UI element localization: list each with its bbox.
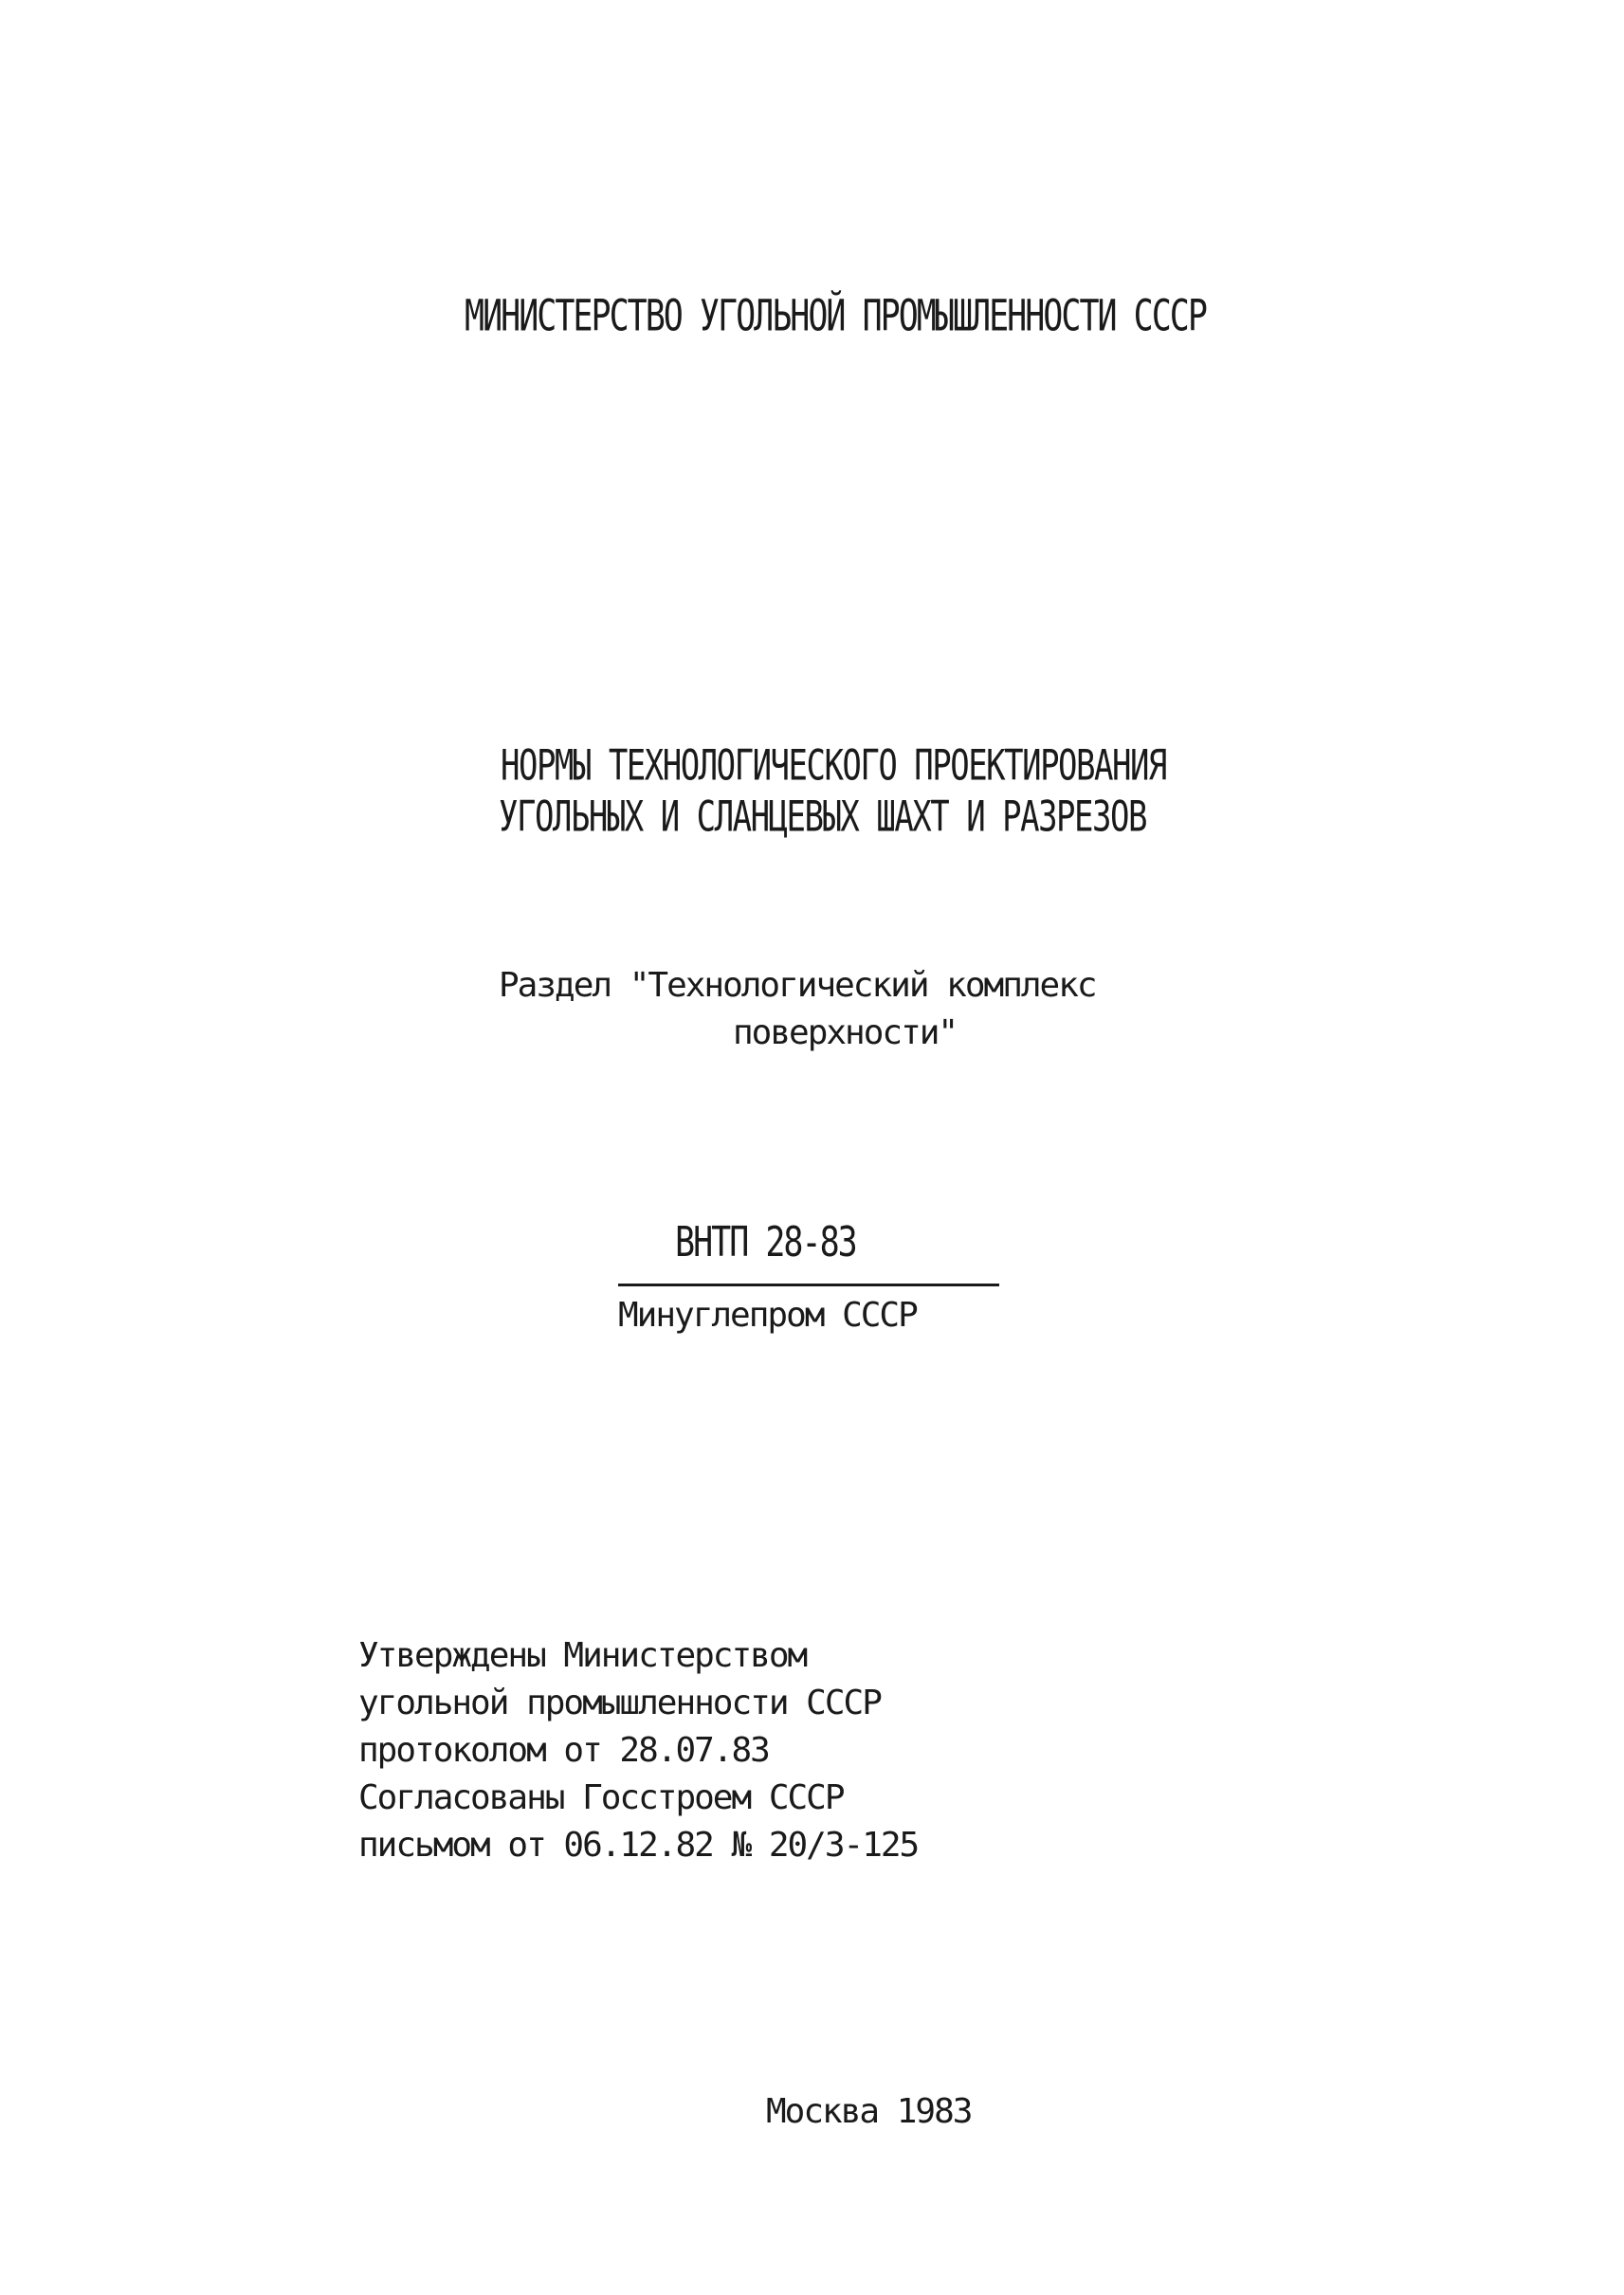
section-name-line-1: Раздел "Технологический комплекс bbox=[499, 966, 1096, 1005]
approval-block bbox=[358, 1632, 918, 1869]
approval-line: письмом от 06.12.82 № 20/3-125 bbox=[358, 1826, 919, 1865]
approval-line: Утверждены Министерством bbox=[358, 1636, 807, 1675]
publisher-name: Минуглепром СССР bbox=[618, 1296, 917, 1335]
approval-line: угольной промышленности СССР bbox=[358, 1684, 881, 1722]
document-title-line-1: НОРМЫ ТЕХНОЛОГИЧЕСКОГО ПРОЕКТИРОВАНИЯ bbox=[501, 741, 1166, 792]
document-code: ВНТП 28-83 bbox=[675, 1219, 856, 1267]
section-name-line-2: поверхности" bbox=[733, 1013, 958, 1052]
approval-line: протоколом от 28.07.83 bbox=[358, 1731, 769, 1770]
city-year: Москва 1983 bbox=[766, 2092, 972, 2131]
approval-line: Согласованы Госстроем СССР bbox=[358, 1778, 844, 1817]
divider-rule bbox=[618, 1284, 999, 1286]
document-title-line-2: УГОЛЬНЫХ И СЛАНЦЕВЫХ ШАХТ И РАЗРЕЗОВ bbox=[499, 792, 1146, 843]
ministry-heading: МИНИСТЕРСТВО УГОЛЬНОЙ ПРОМЫШЛЕННОСТИ СССР bbox=[465, 292, 1206, 342]
